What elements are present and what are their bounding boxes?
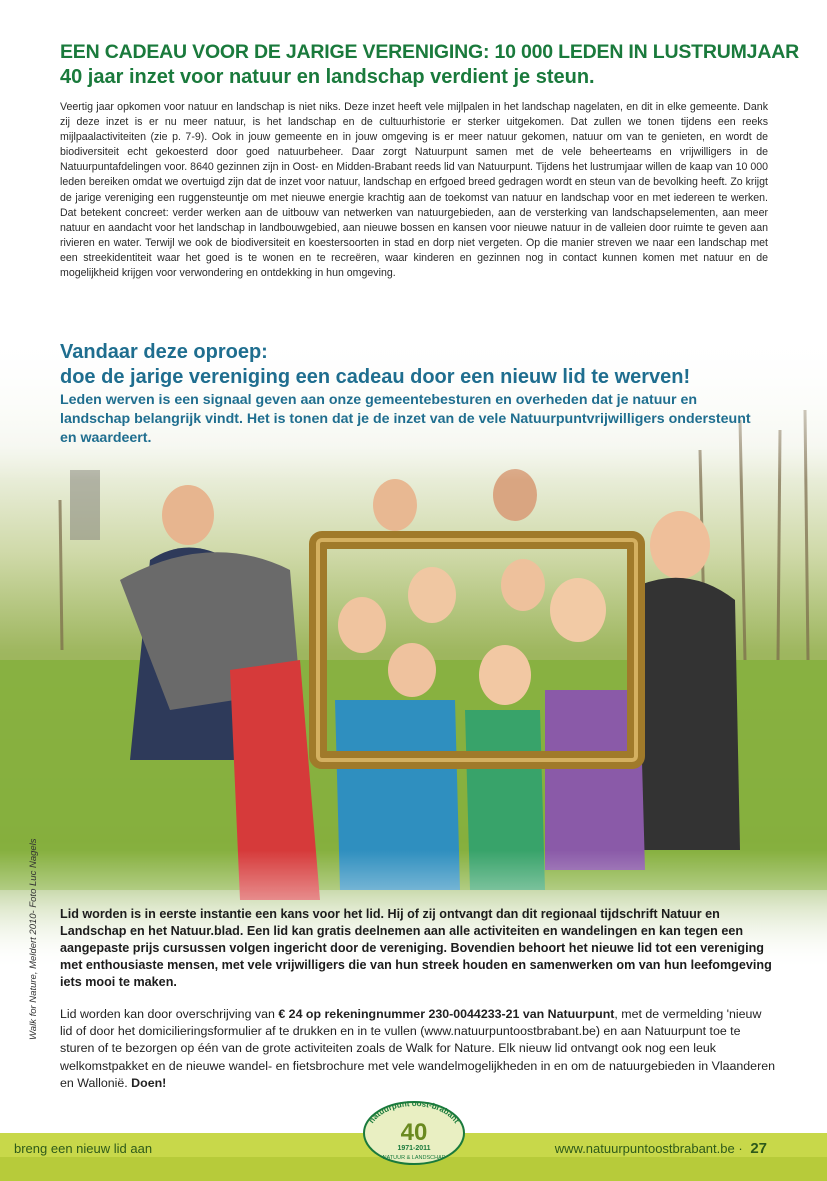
join-text-2: , met de vermelding 'nieuw lid of door het domicilieringsformulier af te drukken en in te vullen (www.natuurpuntoostbrabant.be) en aan Natuurpunt toe te sturen of te bezorgen op één van de grote activiteiten zoals de Walk for Nature. Elk nieuw lid ontvangt ook nog een leuk welkomstpakket en de nieuwe wandel- en fietsbrochure met vele wandelmogelijkheden in en om de natuurgebieden in Vlaanderen en Wallonië. [60,1007,775,1090]
page-number: 27 [750,1140,767,1157]
logo-years: 1971-2011 [397,1145,431,1152]
callout-heading: Vandaar deze oproep: [60,341,268,363]
anniversary-logo [356,1095,472,1167]
join-paragraph [60,1006,776,1092]
membership-paragraph: Lid worden is in eerste instantie een kans voor het lid. Hij of zij ontvangt dan dit regionaal tijdschrift Natuur en Landschap en het Natuur.blad. Een lid kan gratis deelnemen aan alle activiteiten en wandelingen en kan tegen een aangepaste prijs cursussen volgen ingericht door de vereniging. Bovendien behoort het nieuwe lid tot een vereniging met enthousiaste mensen, met vele vrijwilligers die van hun streek houden en samenwerken om van hun leefomgeving iets mooi te maken. [60,907,772,989]
join-text-1: Lid worden kan door overschrijving van [60,1007,279,1021]
logo-number: 40 [400,1119,428,1146]
headline: EEN CADEAU VOOR DE JARIGE VERENIGING: 10 000 LEDEN IN LUSTRUMJAAR [60,41,799,63]
article-title [60,40,799,90]
footer-separator: · [738,1141,743,1156]
photo-credit: Walk for Nature, Meldert 2010- Foto Luc Nagels [28,838,39,1040]
footer-website[interactable]: www.natuurpuntoostbrabant.be [554,1141,735,1156]
intro-paragraph: Veertig jaar opkomen voor natuur en landschap is niet niks. Deze inzet heeft vele mijlpalen in het landschap nagelaten, en dit in elke gemeente. Dank zij deze inzet is er nu meer natuur, is het landschap en de cultuurhistorie er sterker uitgekomen. Dat zullen we tonen tijdens een reeks mijlpaalactiviteiten (zie p. 7-9). Ook in jouw gemeente en in jouw omgeving is er meer natuur gekomen, natuur om van te genieten, en wordt de biodiversiteit echt gekoesterd door goed natuurbeheer. Daar zorgt Natuurpunt samen met de vele beheerteams en vrijwilligers in de Natuurpuntafdelingen voor. 8640 gezinnen zijn in Oost- en Midden-Brabant reeds lid van Natuurpunt. Tijdens het lustrumjaar willen de kaap van 10 000 leden bereiken omdat we overtuigd zijn dat de inzet voor natuur, landschap en erfgoed breed gedragen wordt en steun van de bevolking heeft. Zo krijgt de jarige vereniging een ruggensteuntje om met nieuwe energie krachtig aan de toekomst van natuur en landschap voor en met iedereen te werken. Dat betekent concreet: verder werken aan de uitbouw van netwerken van natuurgebieden, aan de versterking van landschapselementen, aan meer natuur en aandacht voor het landschap in landbouwgebied, aan nieuwe bossen en kansen voor nieuwe natuur in de valleien door ruimte te geven aan rivieren en water. Terwijl we ook de biodiversiteit en koestersoorten in stad en dorp niet vergeten. Op die manier streven we naar een landschap met een streekidentiteit waar het goed is te wonen en te recreëren, waar kinderen en gezinnen nog in contact kunnen komen met natuur en de mogelijkheid krijgen voor verwondering en ontdekking in hun omgeving. [60,101,768,280]
logo-badge-icon [356,1095,472,1167]
join-bank-details: € 24 op rekeningnummer 230-0044233-21 van Natuurpunt [278,1007,615,1021]
callout-text: Leden werven is een signaal geven aan onze gemeentebesturen en overheden dat je natuur en landschap belangrijk vindt. Het is tonen dat je de inzet van de vele Natuurpuntvrijwilligers ondersteunt en waardeert. [60,392,751,446]
callout-subheading: doe de jarige vereniging een cadeau door een nieuw lid te werven! [60,366,691,388]
join-call-to-action: Doen! [131,1075,167,1090]
logo-bottom-text: NATUUR & LANDSCHAP [382,1155,446,1161]
footer-tagline: breng een nieuw lid aan [14,1141,153,1156]
logo-top-text: natuurpunt oost-brabant [366,1098,462,1125]
subheadline: 40 jaar inzet voor natuur en landschap verdient je steun. [60,66,595,88]
footer-right [555,1140,767,1157]
callout [60,340,790,448]
